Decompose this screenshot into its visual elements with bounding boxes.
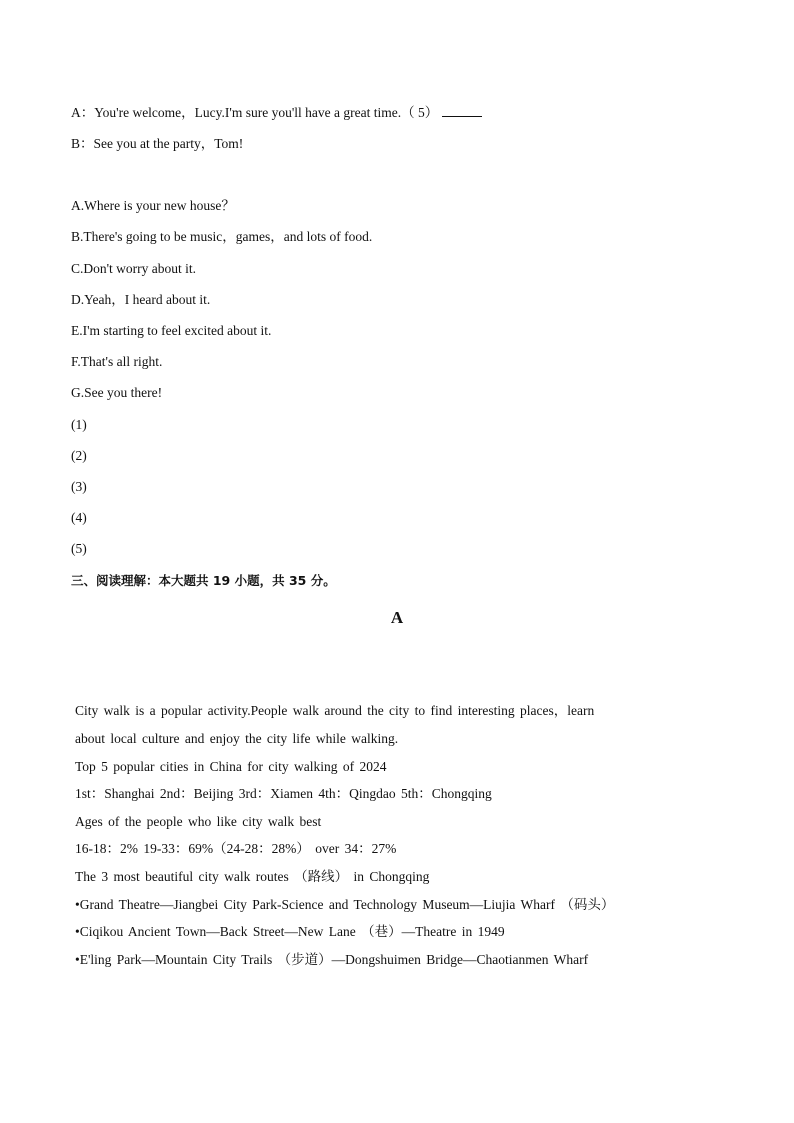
option-f: F.That's all right. <box>71 354 163 369</box>
answer-slot-4: (4) <box>71 510 87 525</box>
passage-line-6: 16-18：2% 19-33：69%（24-28：28%） over 34：27% <box>75 841 397 856</box>
option-e: E.I'm starting to feel excited about it. <box>71 323 272 338</box>
passage-title: A <box>390 608 404 627</box>
dialogue-a-text: A：You're welcome，Lucy.I'm sure you'll have a great time.（ 5） <box>71 105 439 120</box>
answer-blank[interactable] <box>442 105 482 117</box>
option-c: C.Don't worry about it. <box>71 261 197 276</box>
option-g: G.See you there! <box>71 385 163 400</box>
option-a: A.Where is your new house？ <box>71 198 235 213</box>
section-heading: 三、阅读理解：本大题共 19 小题，共 35 分。 <box>71 573 336 588</box>
option-d: D.Yeah，I heard about it. <box>71 292 211 307</box>
passage-line-3: Top 5 popular cities in China for city walking of 2024 <box>75 759 387 774</box>
passage-line-5: Ages of the people who like city walk best <box>75 814 322 829</box>
route-item-2: •Ciqikou Ancient Town—Back Street—New Lane （巷）—Theatre in 1949 <box>75 924 505 939</box>
passage-line-7: The 3 most beautiful city walk routes （路线） in Chongqing <box>75 869 430 884</box>
answer-slot-5: (5) <box>71 541 87 556</box>
option-b: B.There's going to be music，games，and lots of food. <box>71 229 373 244</box>
route-item-1: •Grand Theatre—Jiangbei City Park-Science and Technology Museum—Liujia Wharf （码头） <box>75 897 615 912</box>
dialogue-a-line <box>71 105 482 121</box>
route-item-3: •E'ling Park—Mountain City Trails （步道）—Dongshuimen Bridge—Chaotianmen Wharf <box>75 952 589 967</box>
dialogue-b-line: B：See you at the party，Tom! <box>71 136 244 151</box>
passage-line-4: 1st：Shanghai 2nd：Beijing 3rd：Xiamen 4th：Qingdao 5th：Chongqing <box>75 786 492 801</box>
answer-slot-1: (1) <box>71 417 87 432</box>
passage-line-2: about local culture and enjoy the city life while walking. <box>75 731 399 746</box>
passage-line-1: City walk is a popular activity.People walk around the city to find interesting places，learn <box>75 703 595 718</box>
answer-slot-2: (2) <box>71 448 87 463</box>
answer-slot-3: (3) <box>71 479 87 494</box>
